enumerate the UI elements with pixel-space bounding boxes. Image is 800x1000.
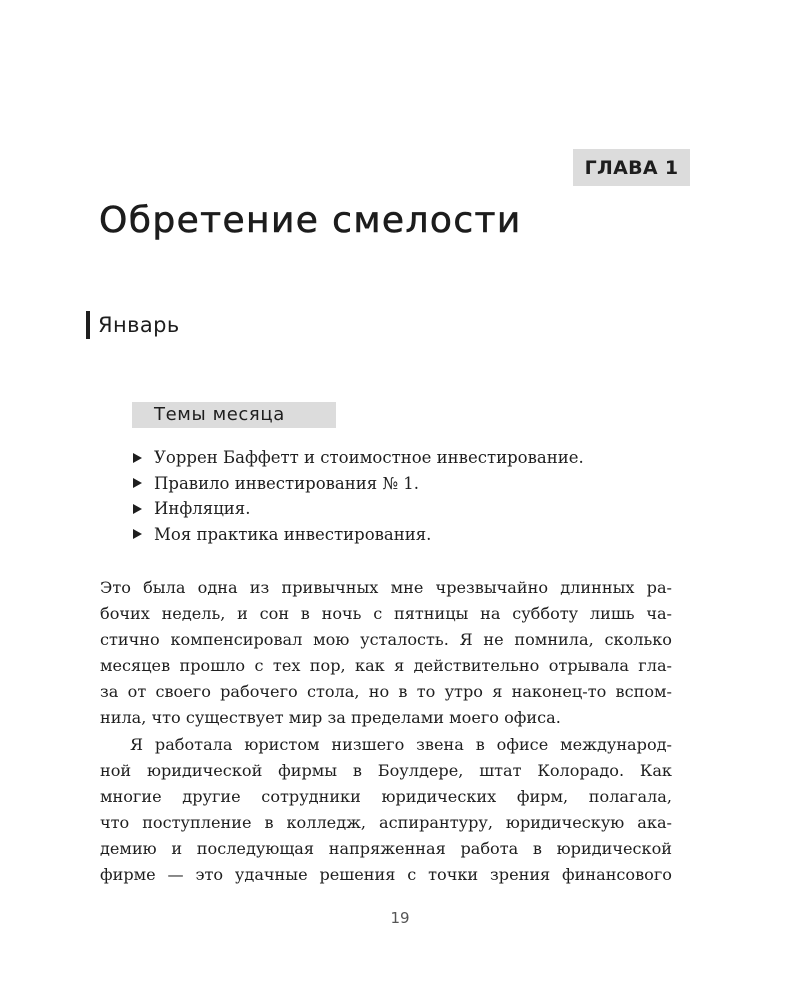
page-number: 19 [390,909,410,927]
topic-text: Моя практика инвестирования. [154,524,432,544]
topic-text: Инфляция. [154,499,251,519]
triangle-bullet-icon [133,529,142,539]
text-line: Я работала юристом низшего звена в офисе международ- [130,734,672,754]
month-marker-bar [86,311,90,339]
text-line: фирме — это удачные решения с точки зрения финансового [100,865,672,885]
text-line: Это была одна из привычных мне чрезвычайно длинных ра- [100,578,672,597]
topic-text: Уоррен Баффетт и стоимостное инвестирование. [154,448,584,468]
topic-text: Правило инвестирования № 1. [154,473,420,493]
paragraph-2 [100,732,672,889]
text-line: ной юридической фирмы в Боулдере, штат Колорадо. Как [100,760,672,780]
topic-item [133,522,584,548]
topics-label: Темы месяца [132,402,336,428]
triangle-bullet-icon [133,478,142,488]
text-line: нила, что существует мир за пределами моего офиса. [100,708,561,728]
topic-item [133,471,584,497]
chapter-title: Обретение смелости [99,200,522,241]
topic-item [133,445,584,471]
text-line: многие другие сотрудники юридических фирм, полагала, [100,786,672,806]
triangle-bullet-icon [133,504,142,514]
text-line: месяцев прошло с тех пор, как я действительно отрывала гла- [100,656,672,676]
topic-item [133,496,584,522]
text-line: стично компенсировал мою усталость. Я не помнила, сколько [100,630,672,650]
text-line: бочих недель, и сон в ночь с пятницы на субботу лишь ча- [100,604,672,624]
text-line: за от своего рабочего стола, но в то утро я наконец-то вспом- [100,682,672,702]
body-text [100,575,672,888]
text-line: что поступление в колледж, аспирантуру, юридическую ака- [100,812,672,832]
triangle-bullet-icon [133,453,142,463]
chapter-badge: ГЛАВА 1 [573,149,690,186]
month-heading [86,311,180,339]
text-line: демию и последующая напряженная работа в юридической [100,838,672,858]
topics-list [133,445,584,547]
month-label: Январь [98,313,180,337]
paragraph-1 [100,575,672,732]
